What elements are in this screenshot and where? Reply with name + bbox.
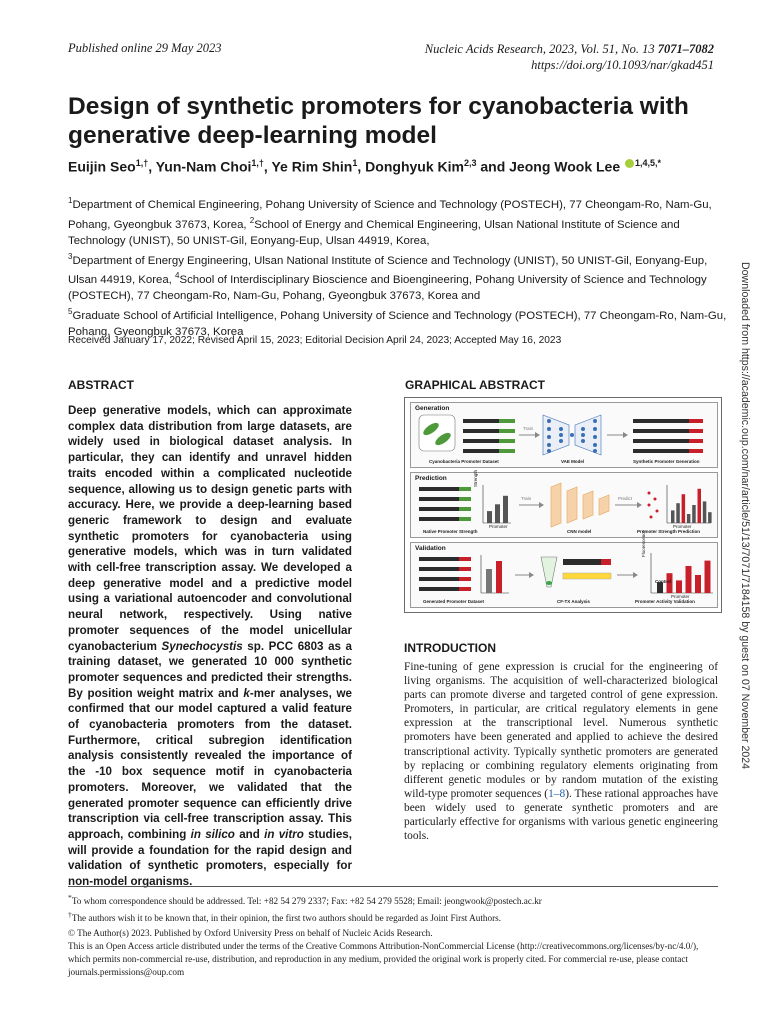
author-name: Euijin Seo	[68, 158, 136, 175]
promoter-axis-label: Promoter	[489, 524, 508, 529]
bar-mark	[671, 510, 675, 523]
footnote-marker: †	[68, 910, 72, 920]
abstract-text: studies, will provide a foundation for the rapid design and validation of synthetic promoters, especially for non-model organisms.	[68, 827, 352, 889]
arrow-head-icon	[535, 432, 540, 438]
validation-caption: CF-TX Analysis	[557, 599, 590, 604]
native-sequence-bars	[419, 487, 471, 521]
corresponding-author-note	[68, 891, 718, 908]
kmer-variable: k	[243, 686, 250, 700]
bar-mark	[682, 494, 686, 523]
bar-mark	[708, 512, 712, 523]
bar-mark	[687, 514, 691, 523]
joint-authors-note	[68, 908, 718, 925]
author-affiliation-sup: 1,4,5,*	[635, 158, 662, 168]
abstract-text: Deep generative models, which can approximate complex data distribution from large datasets, are widely used in biological dataset analysis. In particular, they can identify and unravel hidden traits encoded within a complicated nucleotide sequence, allowing us to design genetic parts with accuracy. Here, we provide a deep-learning based generic framework to design and evaluate synthetic promoters for cyanobacteria using generative models, which was in turn validated with cell-free transcription assay. We developed a deep generative model and a predictive model using a variational autoencoder and convolutional neural network, respectively. Using native promoter sequences of the model unicellular cyanobacterium	[68, 404, 352, 653]
bar-mark	[703, 501, 707, 523]
affiliation: Department of Chemical Engineering, Pohang University of Science and Technology (POSTECH), 77 Cheongam-Ro, Nam-Gu, Pohang, Gyeongbuk 37673, Korea,	[68, 198, 712, 231]
in-vitro-term: in vitro	[264, 827, 304, 841]
download-note	[735, 262, 751, 772]
synthetic-sequence-scatter	[648, 492, 659, 519]
promoter-axis-label: Promoter	[671, 594, 690, 599]
abstract-body	[68, 403, 352, 890]
reporter-bar	[563, 573, 611, 579]
author-name: Jeong Wook Lee	[509, 158, 621, 175]
validation-mini-bar	[486, 569, 492, 593]
template-dna-bar	[563, 559, 601, 565]
abstract-text: -mer analyses, we confirmed that our model captured a valid feature of cyanobacteria promoters from the dataset. Furthermore, critical subregion identification analysis consistently revealed the importance of the -10 box sequence motif in cyanobacteria promoters. Moreover, we validated that the generated promoter sequence can efficiently drive transcription via cell-free transcription assay. This approach, combining	[68, 686, 352, 841]
introduction-heading: INTRODUCTION	[404, 641, 496, 655]
affiliation-sup: 3	[68, 251, 73, 261]
bar-mark	[503, 496, 508, 523]
arrow-head-icon	[637, 502, 642, 508]
page-range: 7071–7082	[657, 42, 714, 56]
arrow-head-icon	[633, 572, 638, 578]
fluorescence-axis-label: Fluorescence	[641, 529, 646, 557]
generation-caption: Cyanobacteria Promoter Dataset	[429, 459, 499, 464]
generation-caption: Synthetic Promoter Generation	[633, 459, 700, 464]
download-note-text: Downloaded from https://academic.oup.com/nar/article/51/13/7071/7184158 by guest on 07 November 2024	[739, 262, 751, 770]
arrow-head-icon	[529, 572, 534, 578]
footnote-text: To whom correspondence should be addressed. Tel: +82 54 279 2337; Fax: +82 54 279 5528; Email: jeongwook@postech.ac.kr	[71, 896, 542, 907]
affiliation-sup: 1	[68, 196, 73, 205]
validation-label: Validation	[415, 545, 446, 552]
bar-mark	[705, 561, 711, 593]
validation-caption: Promoter Activity Validation	[635, 599, 695, 604]
paper-title: Design of synthetic promoters for cyanobacteria with generative deep-learning model	[68, 93, 689, 149]
abstract-heading: ABSTRACT	[68, 378, 134, 392]
license-block	[68, 927, 718, 979]
author-name: Donghyuk Kim	[365, 158, 464, 175]
author-affiliation-sup: 1	[352, 158, 358, 168]
synthetic-sequence-bars	[633, 419, 703, 453]
affiliation: School of Interdisciplinary Bioscience and Bioengineering, Pohang University of Science and Technology (POSTECH), 77 Cheongam-Ro, Nam-Gu, Pohang, Gyeongbuk 37673, Korea and	[68, 274, 707, 303]
footnote-text: The authors wish it to be known that, in their opinion, the first two authors should be regarded as Joint First Authors.	[71, 913, 502, 924]
bar-mark	[686, 566, 692, 593]
prediction-figure	[411, 473, 717, 537]
in-silico-term: in silico	[190, 827, 235, 841]
footnotes	[68, 891, 718, 925]
native-strength-bars	[487, 496, 508, 523]
control-label: Control	[655, 579, 671, 584]
affiliation-sup: 5	[68, 307, 73, 317]
generation-figure	[411, 403, 717, 467]
prediction-panel	[410, 469, 718, 538]
generation-caption: VAE Model	[561, 459, 585, 464]
arrow-head-icon	[623, 432, 628, 438]
submission-dates: Received January 17, 2022; Revised April 15, 2023; Editorial Decision April 24, 2023; Accepted May 16, 2023	[68, 335, 562, 346]
license-text: This is an Open Access article distributed under the terms of the Creative Commons Attribution-NonCommercial License (http://creativecommons.org/licenses/by-nc/4.0/), which permits non-commercial re-use, distribution, and reproduction in any medium, provided the original work is properly cited. For commercial re-use, please contact journals.permissions@oup.com	[68, 941, 699, 977]
footnote-marker: *	[68, 893, 72, 902]
affiliations	[68, 193, 728, 340]
bar-mark	[692, 505, 696, 523]
journal-citation	[425, 41, 714, 73]
introduction-body	[404, 660, 718, 843]
generation-panel	[410, 402, 718, 468]
affiliation: School of Energy and Chemical Engineering, Ulsan National Institute of Science and Technology (UNIST), 50 UNIST-Gil, Eonyang-Eup, Ulsan 44919, Korea,	[68, 218, 680, 247]
affiliation: Graduate School of Artificial Intelligence, Pohang University of Science and Technology (POSTECH), 77 Cheongam-Ro, Nam-Gu, Pohang, Gyeongbuk 37673, Korea	[68, 309, 727, 338]
train-label: Train	[521, 496, 532, 501]
validation-caption: Generated Promoter Dataset	[423, 599, 485, 604]
vae-encoder	[543, 415, 569, 455]
dna-sequence-bars	[463, 419, 515, 453]
arrow-head-icon	[539, 502, 544, 508]
orcid-icon[interactable]	[625, 159, 634, 168]
generated-sequence-bars	[419, 557, 471, 591]
affiliation: Department of Energy Engineering, Ulsan National Institute of Science and Technology (UNIST), 50 UNIST-Gil, Eonyang-Eup, Ulsan 44919, Korea,	[68, 254, 708, 287]
promoter-axis-label: Promoter	[673, 524, 692, 529]
graphical-abstract-heading: GRAPHICAL ABSTRACT	[405, 378, 545, 392]
author-name: Ye Rim Shin	[271, 158, 353, 175]
published-date: Published online 29 May 2023	[68, 41, 222, 55]
author-affiliation-sup: 1,†	[251, 158, 264, 168]
prediction-caption: Promoter Strength Prediction	[637, 529, 701, 534]
predict-label: Predict	[618, 496, 633, 501]
reference-link[interactable]: 1–8	[548, 787, 566, 800]
prediction-caption: CNN model	[567, 529, 592, 534]
journal-line: Nucleic Acids Research, 2023, Vol. 51, No. 13	[424, 42, 655, 56]
bar-mark	[676, 580, 682, 593]
author-name: Yun-Nam Choi	[155, 158, 252, 175]
bar-mark	[495, 504, 500, 523]
copyright-line: © The Author(s) 2023. Published by Oxford University Press on behalf of Nucleic Acids Research.	[68, 928, 433, 938]
cnn-layers	[551, 483, 609, 527]
strength-axis-label: Strength	[473, 469, 478, 487]
vae-decoder	[575, 415, 601, 455]
bar-mark	[695, 575, 701, 593]
validation-mini-bar	[496, 561, 502, 593]
abstract-text: and	[234, 827, 265, 841]
species-name: Synechocystis	[161, 639, 243, 653]
generation-label: Generation	[415, 405, 450, 412]
footnote-divider	[68, 886, 718, 887]
introduction-text: Fine-tuning of gene expression is crucial for the engineering of living organisms. The acquisition of well-characterized biological parts can promote diverse and targeted control of gene expression. Promoters, in particular, are critical regulatory elements in gene expression at the transcriptional level. Numerous synthetic promoters have been generated and applied to achieve the desired transcriptional activity. Typically synthetic promoters are generated by replacing or combining regulatory elements originating from different genetic modules or by random mutation of the existing wild-type promoter sequences (	[404, 661, 718, 800]
introduction-text: ). These rational approaches have been widely used to generate synthetic promoters and are particularly effective for organisms with various genetic engineering tools.	[404, 787, 718, 843]
predicted-strength-bars	[671, 489, 712, 523]
author-affiliation-sup: 2,3	[463, 158, 477, 168]
prediction-caption: Native Promoter Strength	[423, 529, 478, 534]
train-label: Train	[523, 426, 534, 431]
doi-link[interactable]: https://doi.org/10.1093/nar/gkad451	[531, 58, 714, 72]
activity-validation-bars	[657, 561, 711, 593]
bar-mark	[487, 511, 492, 523]
author-affiliation-sup: 1,†	[135, 158, 149, 168]
affiliation-sup: 4	[175, 271, 180, 281]
graphical-abstract	[404, 397, 722, 613]
bar-mark	[676, 503, 680, 523]
abstract-text: sp. PCC 6803 as a training dataset, we generated 10 000 synthetic promoter sequences and predicted their strengths. By position weight matrix and	[68, 639, 352, 700]
author-list: Euijin Seo$^{1,\dagger}$, Yun-Nam Choi$^{1,\dagger}$, Ye Rim Shin$^1$, Donghyuk Kim$^{2,3}$ and Jeong Wook Lee $^{1,4,5,*}$	[68, 158, 662, 175]
prediction-label: Prediction	[415, 475, 447, 482]
fluorescent-sample-icon	[546, 581, 552, 585]
bar-mark	[698, 489, 702, 523]
affiliation-sup: 2	[249, 215, 255, 225]
